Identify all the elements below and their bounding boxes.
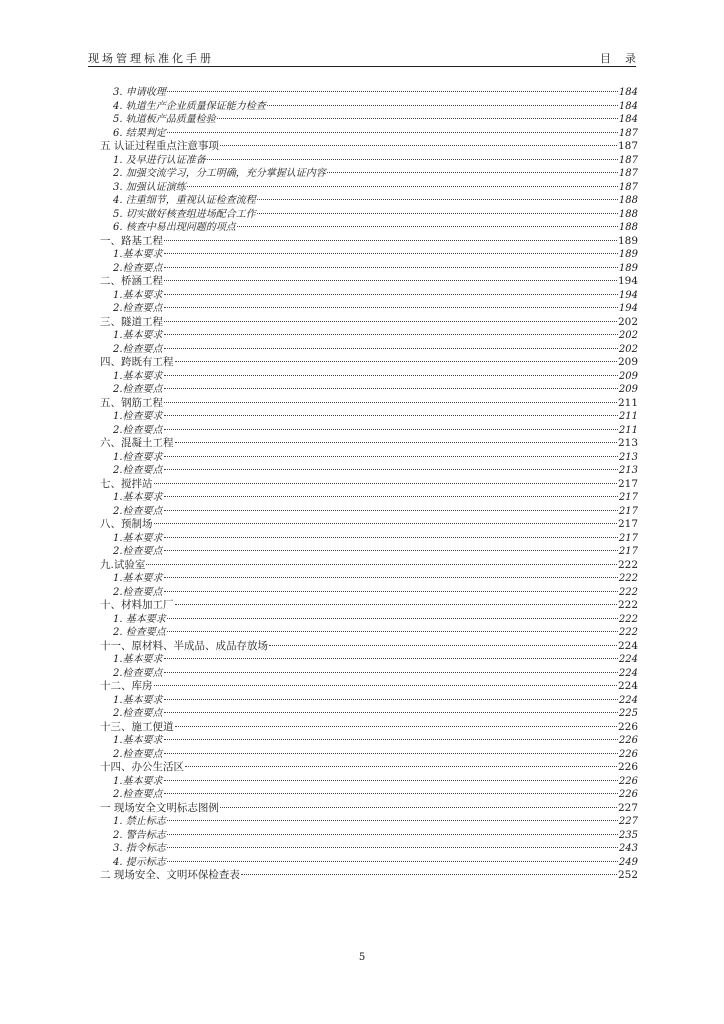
toc-entry-page: 222 xyxy=(618,586,638,598)
toc-chapter-entry[interactable] xyxy=(100,721,638,735)
toc-entry-page: 202 xyxy=(617,315,638,328)
toc-section-entry[interactable] xyxy=(100,181,638,195)
toc-entry-title: 5. 轨道板产品质量检验 xyxy=(113,114,216,125)
toc-entry-page: 194 xyxy=(618,303,638,314)
toc-section-entry[interactable] xyxy=(100,613,638,627)
toc-entry-page: 224 xyxy=(618,667,638,679)
toc-entry-page: 226 xyxy=(618,748,638,760)
toc-section-entry[interactable] xyxy=(100,86,638,100)
toc-entry-title: 2.检查要点 xyxy=(113,667,163,679)
toc-entry-title: 1.基本要求 xyxy=(113,289,163,301)
toc-dot-leader xyxy=(167,820,618,821)
toc-entry-title: 六、混凝土工程 xyxy=(100,437,174,449)
toc-entry-title: 2.检查要点 xyxy=(113,708,163,719)
toc-entry-page: 211 xyxy=(617,396,638,409)
toc-entry-page: 225 xyxy=(618,708,638,719)
toc-dot-leader xyxy=(267,105,618,106)
toc-dot-leader xyxy=(164,334,618,335)
toc-dot-leader xyxy=(257,213,618,214)
toc-section-entry[interactable] xyxy=(100,127,638,141)
toc-entry-title: 1.基本要求 xyxy=(113,492,163,503)
toc-entry-page: 224 xyxy=(617,680,638,692)
page-number: 5 xyxy=(358,952,366,963)
toc-dot-leader xyxy=(164,240,617,241)
toc-entry-title: 1.基本要求 xyxy=(113,694,163,706)
toc-dot-leader xyxy=(164,658,618,659)
toc-chapter-entry[interactable] xyxy=(100,680,638,694)
toc-section-entry[interactable] xyxy=(100,815,638,829)
toc-entry-page: 188 xyxy=(618,195,638,206)
toc-entry-title: 1.基本要求 xyxy=(113,330,163,341)
toc-entry-title: 一 现场安全文明标志图例 xyxy=(100,801,219,814)
toc-entry-page: 217 xyxy=(618,505,638,517)
toc-entry-page: 222 xyxy=(618,627,638,638)
toc-entry-page: 202 xyxy=(618,330,638,341)
toc-dot-leader xyxy=(164,793,618,794)
toc-entry-page: 227 xyxy=(617,801,638,814)
toc-entry-title: 6. 核查中易出现问题的项点 xyxy=(113,222,236,233)
toc-dot-leader xyxy=(164,402,617,403)
toc-entry-page: 194 xyxy=(617,275,638,287)
toc-entry-page: 187 xyxy=(618,181,638,193)
toc-dot-leader xyxy=(164,550,618,551)
toc-entry-title: 八、预制场 xyxy=(100,518,153,530)
toc-chapter-entry[interactable] xyxy=(100,275,638,289)
toc-entry-title: 十二、库房 xyxy=(100,680,153,692)
toc-entry-page: 211 xyxy=(618,424,638,436)
toc-entry-page: 224 xyxy=(617,639,638,652)
toc-dot-leader xyxy=(167,132,618,133)
toc-dot-leader xyxy=(164,753,618,754)
toc-entry-page: 217 xyxy=(618,492,638,503)
toc-section-entry[interactable] xyxy=(100,707,638,721)
toc-entry-page: 209 xyxy=(617,356,638,368)
toc-dot-leader xyxy=(164,348,618,349)
toc-section-entry[interactable] xyxy=(100,829,638,843)
toc-section-entry[interactable] xyxy=(100,113,638,127)
toc-section-entry[interactable] xyxy=(100,100,638,114)
toc-section-entry[interactable] xyxy=(100,586,638,600)
toc-section-entry[interactable] xyxy=(100,154,638,168)
toc-entry-title: 6. 结果判定 xyxy=(113,127,166,139)
toc-entry-page: 187 xyxy=(618,127,638,139)
toc-section-entry[interactable] xyxy=(100,491,638,505)
toc-chapter-entry[interactable] xyxy=(100,599,638,613)
toc-entry-title: 4. 提示标志 xyxy=(113,856,166,868)
toc-section-entry[interactable] xyxy=(100,370,638,384)
toc-entry-title: 四、跨既有工程 xyxy=(100,356,174,368)
toc-entry-page: 209 xyxy=(618,370,638,382)
toc-dot-leader xyxy=(175,361,617,362)
toc-section-entry[interactable] xyxy=(100,856,638,870)
toc-dot-leader xyxy=(164,321,617,322)
toc-chapter-entry[interactable] xyxy=(100,761,638,775)
toc-chapter-entry[interactable] xyxy=(100,356,638,370)
toc-chapter-entry[interactable] xyxy=(100,802,638,816)
toc-section-entry[interactable] xyxy=(100,748,638,762)
toc-entry-page: 187 xyxy=(618,154,638,166)
toc-entry-title: 1.基本要求 xyxy=(113,249,163,260)
table-of-contents xyxy=(100,86,638,883)
toc-entry-page: 252 xyxy=(617,869,638,881)
toc-entry-title: 一、路基工程 xyxy=(100,234,163,247)
toc-dot-leader xyxy=(164,375,618,376)
toc-entry-title: 2.检查要点 xyxy=(113,748,163,760)
toc-dot-leader xyxy=(164,456,618,457)
toc-entry-page: 213 xyxy=(617,437,638,449)
toc-entry-page: 235 xyxy=(618,829,638,841)
toc-section-entry[interactable] xyxy=(100,788,638,802)
toc-dot-leader xyxy=(164,712,618,713)
toc-dot-leader xyxy=(167,861,618,862)
toc-entry-title: 5. 切实做好核查组进场配合工作 xyxy=(113,208,256,220)
toc-section-entry[interactable] xyxy=(100,775,638,789)
toc-chapter-entry[interactable] xyxy=(100,397,638,411)
toc-chapter-entry[interactable] xyxy=(100,478,638,492)
toc-section-entry[interactable] xyxy=(100,505,638,519)
toc-dot-leader xyxy=(237,226,618,227)
toc-dot-leader xyxy=(164,429,618,430)
toc-dot-leader xyxy=(164,496,618,497)
toc-entry-page: 226 xyxy=(618,789,638,800)
toc-dot-leader xyxy=(164,577,618,578)
toc-entry-page: 224 xyxy=(618,654,638,665)
toc-dot-leader xyxy=(220,807,617,808)
toc-entry-page: 224 xyxy=(618,694,638,706)
toc-entry-page: 226 xyxy=(617,761,638,773)
toc-entry-title: 2.检查要点 xyxy=(113,465,163,476)
toc-entry-title: 2.检查要点 xyxy=(113,343,163,355)
toc-section-entry[interactable] xyxy=(100,532,638,546)
page-header xyxy=(88,50,650,67)
toc-entry-title: 3. 申请收理 xyxy=(113,87,166,98)
toc-section-entry[interactable] xyxy=(100,694,638,708)
toc-dot-leader xyxy=(175,604,617,605)
toc-entry-title: 1. 基本要求 xyxy=(113,613,166,625)
toc-section-entry[interactable] xyxy=(100,383,638,397)
toc-chapter-entry[interactable] xyxy=(100,869,638,883)
toc-dot-leader xyxy=(175,726,617,727)
toc-entry-title: 1.基本要求 xyxy=(113,573,163,584)
toc-entry-title: 十、材料加工厂 xyxy=(100,599,174,611)
toc-entry-title: 4. 注重细节，重视认证检查流程 xyxy=(113,195,256,206)
toc-section-entry[interactable] xyxy=(100,194,638,208)
toc-dot-leader xyxy=(217,118,618,119)
toc-entry-page: 227 xyxy=(618,816,638,827)
toc-entry-page: 188 xyxy=(618,222,638,233)
toc-chapter-entry[interactable] xyxy=(100,559,638,573)
toc-dot-leader xyxy=(167,834,618,835)
toc-entry-title: 十三、施工便道 xyxy=(100,720,174,733)
toc-section-entry[interactable] xyxy=(100,221,638,235)
toc-dot-leader xyxy=(187,186,618,187)
toc-entry-page: 189 xyxy=(617,234,638,247)
toc-dot-leader xyxy=(164,672,618,673)
toc-section-entry[interactable] xyxy=(100,464,638,478)
toc-entry-page: 217 xyxy=(618,546,638,557)
toc-dot-leader xyxy=(220,145,617,146)
toc-entry-page: 188 xyxy=(618,208,638,220)
toc-entry-title: 1. 禁止标志 xyxy=(113,816,166,827)
toc-entry-page: 194 xyxy=(618,289,638,301)
toc-section-entry[interactable] xyxy=(100,289,638,303)
toc-dot-leader xyxy=(167,847,618,848)
toc-dot-leader xyxy=(167,631,618,632)
toc-dot-leader xyxy=(164,780,618,781)
toc-entry-title: 2.检查要点 xyxy=(113,546,163,557)
toc-entry-title: 4. 轨道生产企业质量保证能力检查 xyxy=(113,100,266,112)
toc-dot-leader xyxy=(164,294,618,295)
toc-section-entry[interactable] xyxy=(100,424,638,438)
toc-dot-leader xyxy=(327,172,618,173)
toc-entry-title: 3. 指令标志 xyxy=(113,843,166,854)
toc-entry-title: 1. 及早进行认证准备 xyxy=(113,154,206,166)
toc-entry-title: 2. 检查要点 xyxy=(113,627,166,638)
toc-entry-title: 1.检查要求 xyxy=(113,451,163,463)
toc-dot-leader xyxy=(164,253,618,254)
toc-dot-leader xyxy=(164,388,618,389)
toc-entry-page: 217 xyxy=(617,518,638,530)
toc-section-entry[interactable] xyxy=(100,451,638,465)
toc-dot-leader xyxy=(164,415,618,416)
toc-entry-page: 202 xyxy=(618,343,638,355)
toc-entry-page: 243 xyxy=(618,843,638,854)
toc-section-entry[interactable] xyxy=(100,667,638,681)
toc-entry-page: 226 xyxy=(618,775,638,787)
toc-entry-title: 2.检查要点 xyxy=(113,424,163,436)
toc-entry-page: 184 xyxy=(618,100,638,112)
header-section: 目录 xyxy=(600,52,650,65)
toc-entry-title: 2.检查要点 xyxy=(113,586,163,598)
toc-entry-title: 九.试验室 xyxy=(100,558,146,571)
toc-entry-title: 1.基本要求 xyxy=(113,370,163,382)
toc-chapter-entry[interactable] xyxy=(100,437,638,451)
toc-entry-title: 2.检查要点 xyxy=(113,505,163,517)
toc-entry-title: 2. 加强交流学习，分工明确，充分掌握认证内容 xyxy=(113,168,326,179)
toc-section-entry[interactable] xyxy=(100,410,638,424)
toc-dot-leader xyxy=(164,510,618,511)
toc-section-entry[interactable] xyxy=(100,734,638,748)
toc-entry-page: 187 xyxy=(617,140,638,152)
toc-entry-page: 184 xyxy=(618,114,638,125)
toc-dot-leader xyxy=(154,483,617,484)
toc-entry-title: 2.检查要点 xyxy=(113,262,163,274)
toc-entry-title: 3. 加强认证演练 xyxy=(113,181,186,193)
toc-section-entry[interactable] xyxy=(100,842,638,856)
toc-section-entry[interactable] xyxy=(100,572,638,586)
toc-dot-leader xyxy=(164,267,618,268)
header-title: 现场管理标准化手册 xyxy=(88,52,214,65)
toc-entry-title: 1.基本要求 xyxy=(113,654,163,665)
toc-entry-title: 三、隧道工程 xyxy=(100,315,163,328)
toc-entry-page: 222 xyxy=(617,599,638,611)
toc-entry-page: 222 xyxy=(618,613,638,625)
toc-dot-leader xyxy=(185,766,617,767)
toc-dot-leader xyxy=(164,307,618,308)
toc-dot-leader xyxy=(164,469,618,470)
toc-section-entry[interactable] xyxy=(100,653,638,667)
toc-section-entry[interactable] xyxy=(100,343,638,357)
toc-entry-page: 187 xyxy=(618,168,638,179)
toc-chapter-entry[interactable] xyxy=(100,235,638,249)
toc-dot-leader xyxy=(154,685,617,686)
toc-entry-title: 五、钢筋工程 xyxy=(100,396,163,409)
toc-section-entry[interactable] xyxy=(100,545,638,559)
toc-entry-title: 1.基本要求 xyxy=(113,532,163,544)
toc-dot-leader xyxy=(146,564,617,565)
toc-entry-title: 二、桥涵工程 xyxy=(100,275,163,287)
toc-entry-page: 222 xyxy=(618,573,638,584)
toc-section-entry[interactable] xyxy=(100,248,638,262)
toc-entry-page: 217 xyxy=(618,532,638,544)
toc-entry-page: 211 xyxy=(618,411,638,422)
toc-entry-title: 2.检查要点 xyxy=(113,789,163,800)
toc-entry-title: 十一、原材料、半成品、成品存放场 xyxy=(100,639,268,652)
toc-section-entry[interactable] xyxy=(100,329,638,343)
toc-dot-leader xyxy=(207,159,618,160)
toc-section-entry[interactable] xyxy=(100,626,638,640)
toc-entry-page: 189 xyxy=(618,249,638,260)
toc-chapter-entry[interactable] xyxy=(100,316,638,330)
toc-dot-leader xyxy=(164,699,618,700)
toc-entry-title: 2.检查要点 xyxy=(113,303,163,314)
toc-dot-leader xyxy=(257,199,618,200)
toc-entry-title: 二 现场安全、文明环保检查表 xyxy=(100,869,240,881)
toc-entry-page: 226 xyxy=(618,735,638,746)
toc-entry-title: 2.检查要点 xyxy=(113,384,163,395)
toc-section-entry[interactable] xyxy=(100,302,638,316)
toc-entry-page: 213 xyxy=(618,465,638,476)
toc-entry-page: 217 xyxy=(617,477,638,490)
toc-chapter-entry[interactable] xyxy=(100,518,638,532)
toc-entry-page: 209 xyxy=(618,384,638,395)
toc-entry-page: 184 xyxy=(618,87,638,98)
toc-entry-title: 1.检查要求 xyxy=(113,411,163,422)
toc-entry-title: 2. 警告标志 xyxy=(113,829,166,841)
toc-dot-leader xyxy=(167,618,618,619)
toc-section-entry[interactable] xyxy=(100,262,638,276)
toc-entry-title: 1.基本要求 xyxy=(113,735,163,746)
toc-dot-leader xyxy=(164,280,617,281)
toc-entry-title: 1.基本要求 xyxy=(113,775,163,787)
toc-entry-page: 226 xyxy=(617,720,638,733)
toc-dot-leader xyxy=(164,537,618,538)
toc-dot-leader xyxy=(164,739,618,740)
toc-entry-title: 十四、办公生活区 xyxy=(100,761,184,773)
toc-dot-leader xyxy=(175,442,617,443)
toc-entry-page: 213 xyxy=(618,451,638,463)
toc-entry-page: 189 xyxy=(618,262,638,274)
toc-chapter-entry[interactable] xyxy=(100,640,638,654)
toc-chapter-entry[interactable] xyxy=(100,140,638,154)
toc-dot-leader xyxy=(164,591,618,592)
toc-section-entry[interactable] xyxy=(100,167,638,181)
toc-entry-page: 249 xyxy=(618,856,638,868)
toc-dot-leader xyxy=(167,91,618,92)
toc-section-entry[interactable] xyxy=(100,208,638,222)
toc-entry-title: 七、搅拌站 xyxy=(100,477,153,490)
toc-dot-leader xyxy=(269,645,617,646)
toc-entry-title: 五 认证过程重点注意事项 xyxy=(100,140,219,152)
toc-dot-leader xyxy=(241,874,617,875)
toc-entry-page: 222 xyxy=(617,558,638,571)
toc-dot-leader xyxy=(154,523,617,524)
